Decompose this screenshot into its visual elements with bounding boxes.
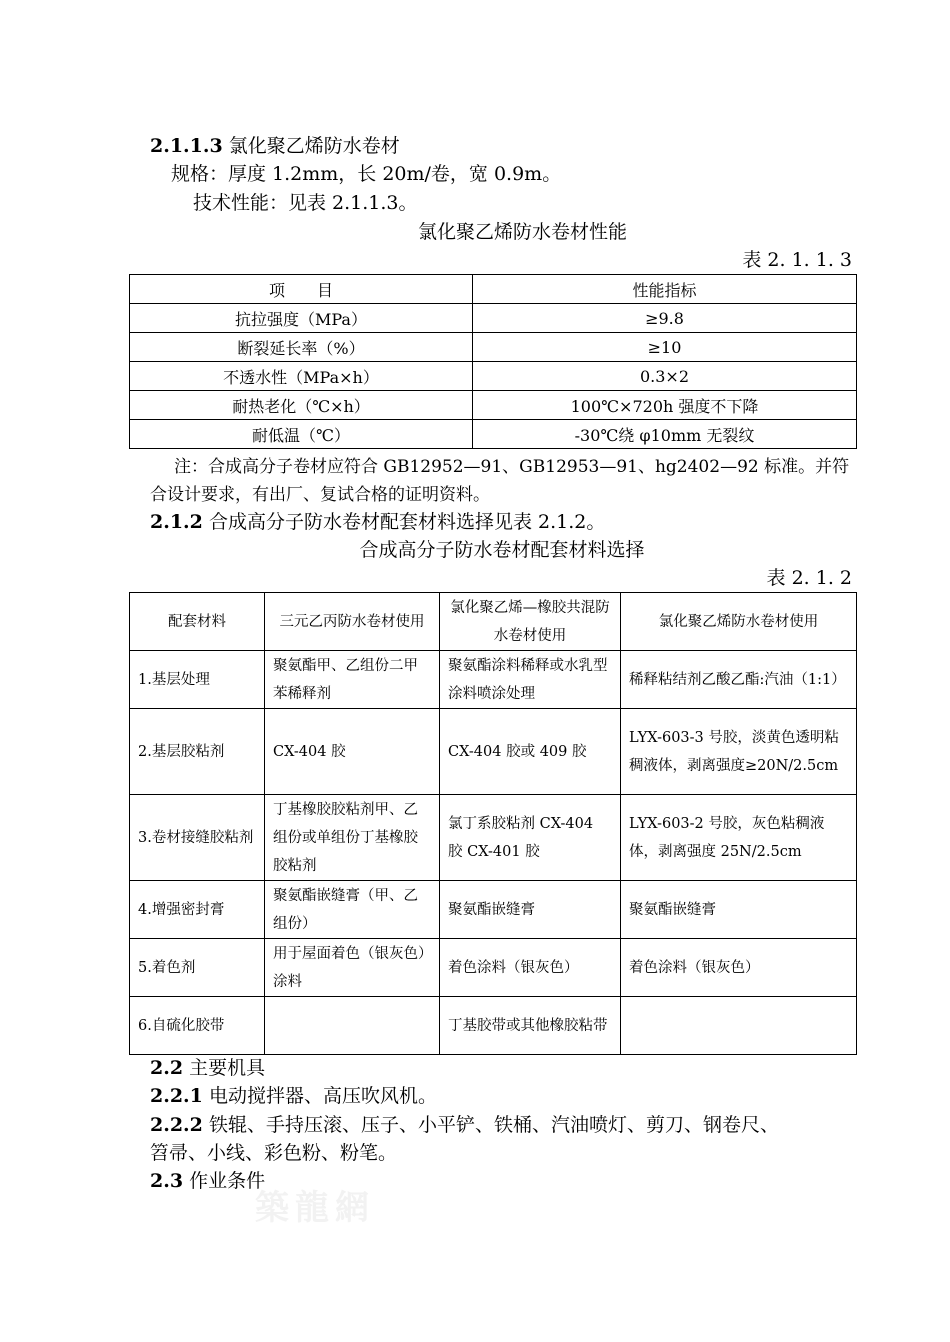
table-header-row — [130, 593, 857, 651]
table-cell: 着色涂料（银灰色） — [621, 939, 857, 997]
table1-title: 氯化聚乙烯防水卷材性能 — [417, 221, 627, 243]
table-cell: 着色涂料（银灰色） — [440, 939, 621, 997]
table-cell: 聚氨酯嵌缝膏（甲、乙组份） — [265, 881, 440, 939]
table-row — [130, 391, 857, 420]
section-title: 作业条件 — [189, 1170, 266, 1192]
section-2113-heading — [150, 133, 400, 159]
table-cell: 丁基胶带或其他橡胶粘带 — [440, 997, 621, 1055]
section-212-heading — [150, 509, 605, 535]
section-title: 电动搅拌器、高压吹风机。 — [208, 1085, 437, 1107]
table-cell: 5.着色剂 — [130, 939, 265, 997]
section-title: 合成高分子防水卷材配套材料选择见表 2.1.2。 — [208, 511, 606, 533]
table-row — [130, 881, 857, 939]
table-cell: 2.基层胶粘剂 — [130, 709, 265, 795]
table-cell: 聚氨酯甲、乙组份二甲苯稀释剂 — [265, 651, 440, 709]
table-row — [130, 420, 857, 449]
note-line-2: 合设计要求，有出厂、复试合格的证明资料。 — [150, 485, 490, 505]
table-cell: 断裂延长率（%） — [130, 333, 473, 362]
spec-text: 规格：厚度 1.2mm，长 20m/卷，宽 0.9m。 — [171, 163, 562, 185]
section-221-heading — [150, 1083, 437, 1109]
table-row — [130, 795, 857, 881]
table-cell: 6.自硫化胶带 — [130, 997, 265, 1055]
section-number: 2.3 — [150, 1170, 184, 1192]
table-row — [130, 939, 857, 997]
table-cell: 稀释粘结剂乙酸乙酯:汽油（1:1） — [621, 651, 857, 709]
table-cell: 氯丁系胶粘剂 CX-404 胶 CX-401 胶 — [440, 795, 621, 881]
table-cell: 聚氨酯涂料稀释或水乳型涂料喷涂处理 — [440, 651, 621, 709]
table-cell: CX-404 胶 — [265, 709, 440, 795]
section-number: 2.2 — [150, 1057, 184, 1079]
section-number: 2.2.1 — [150, 1085, 203, 1107]
table-cell: -30℃绕 φ10mm 无裂纹 — [473, 420, 857, 449]
table-header-cell: 项 目 — [130, 275, 473, 304]
table-cell: ≥9.8 — [473, 304, 857, 333]
table1-label: 表 2. 1. 1. 3 — [742, 249, 852, 271]
table-cell: 100℃×720h 强度不下降 — [473, 391, 857, 420]
table-cell — [265, 997, 440, 1055]
section-title: 氯化聚乙烯防水卷材 — [228, 135, 400, 157]
watermark: 築龍網 — [255, 1188, 375, 1228]
table2-title: 合成高分子防水卷材配套材料选择 — [359, 539, 645, 561]
table-cell: LYX-603-3 号胶，淡黄色透明粘稠液体，剥离强度≥20N/2.5cm — [621, 709, 857, 795]
table-cell: 4.增强密封膏 — [130, 881, 265, 939]
table-cell: 耐热老化（℃×h） — [130, 391, 473, 420]
table-cell: LYX-603-2 号胶，灰色粘稠液体，剥离强度 25N/2.5cm — [621, 795, 857, 881]
table-cell: 用于屋面着色（银灰色）涂料 — [265, 939, 440, 997]
table-header-cell: 氯化聚乙烯防水卷材使用 — [621, 593, 857, 651]
note-line-1: 注：合成高分子卷材应符合 GB12952—91、GB12953—91、hg2402—92 标准。并符 — [174, 457, 850, 477]
table-row — [130, 362, 857, 391]
section-number: 2.1.1.3 — [150, 135, 223, 157]
performance-table — [129, 274, 857, 449]
section-222-heading — [150, 1112, 779, 1138]
table-cell: 耐低温（℃） — [130, 420, 473, 449]
table-row — [130, 333, 857, 362]
table-cell: 聚氨酯嵌缝膏 — [621, 881, 857, 939]
table-cell: 不透水性（MPa×h） — [130, 362, 473, 391]
table-cell: 1.基层处理 — [130, 651, 265, 709]
table-header-cell: 性能指标 — [473, 275, 857, 304]
section-222-continuation: 笤帚、小线、彩色粉、粉笔。 — [150, 1142, 398, 1164]
table-row — [130, 304, 857, 333]
section-number: 2.1.2 — [150, 511, 203, 533]
section-number: 2.2.2 — [150, 1114, 203, 1136]
table-cell: 聚氨酯嵌缝膏 — [440, 881, 621, 939]
table-cell — [621, 997, 857, 1055]
perf-text: 技术性能：见表 2.1.1.3。 — [193, 192, 418, 214]
table-header-cell: 氯化聚乙烯—橡胶共混防水卷材使用 — [440, 593, 621, 651]
table-cell: CX-404 胶或 409 胶 — [440, 709, 621, 795]
section-23-heading — [150, 1168, 265, 1194]
table-cell: 0.3×2 — [473, 362, 857, 391]
section-22-heading — [150, 1055, 265, 1081]
table-cell: 抗拉强度（MPa） — [130, 304, 473, 333]
table-cell: 3.卷材接缝胶粘剂 — [130, 795, 265, 881]
table-cell: ≥10 — [473, 333, 857, 362]
materials-table — [129, 592, 857, 1055]
section-title: 铁辊、手持压滚、压子、小平铲、铁桶、汽油喷灯、剪刀、钢卷尺、 — [208, 1114, 779, 1136]
table-header-cell: 配套材料 — [130, 593, 265, 651]
table-row — [130, 709, 857, 795]
table2-label: 表 2. 1. 2 — [766, 567, 852, 589]
table-row — [130, 651, 857, 709]
table-header-row — [130, 275, 857, 304]
section-title: 主要机具 — [189, 1057, 266, 1079]
table-header-cell: 三元乙丙防水卷材使用 — [265, 593, 440, 651]
table-row — [130, 997, 857, 1055]
table-cell: 丁基橡胶胶粘剂甲、乙组份或单组份丁基橡胶胶粘剂 — [265, 795, 440, 881]
